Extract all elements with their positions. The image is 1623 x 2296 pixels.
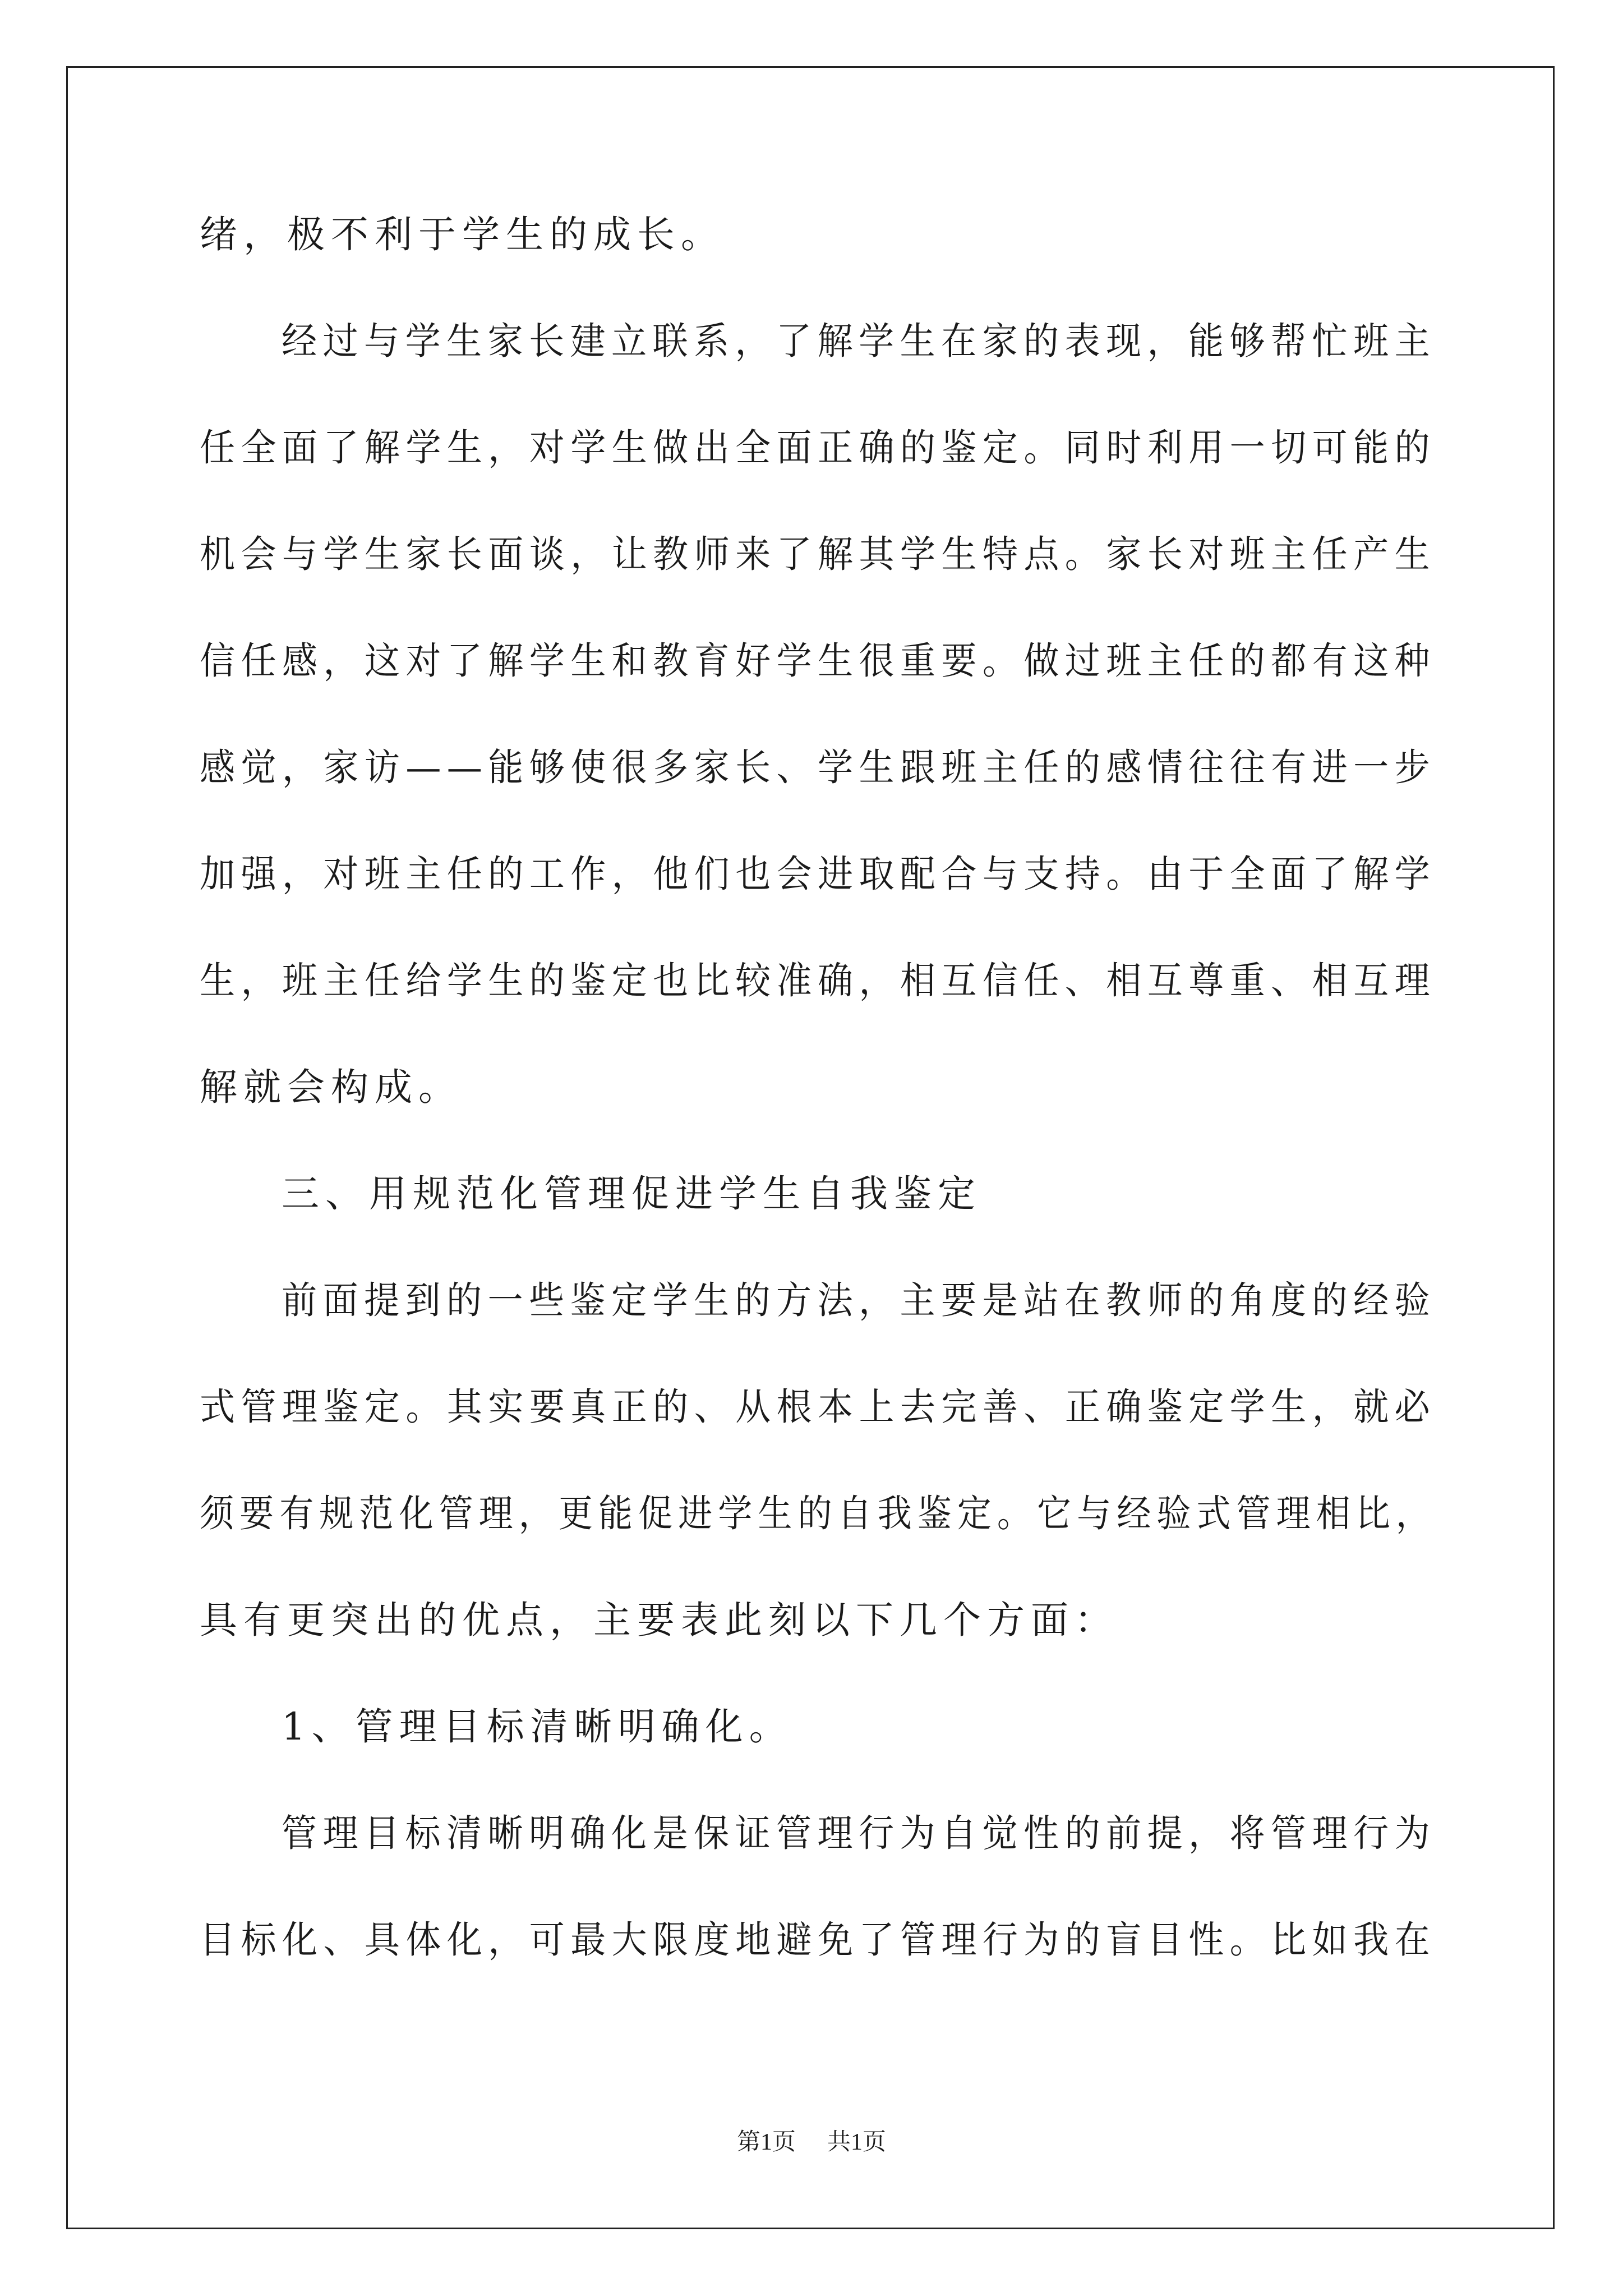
page-total: 共1页 [827,2129,887,2155]
text-line: 绪，极不利于学生的成长。 [200,213,725,256]
text-line: 解就会构成。 [200,1065,462,1109]
text-line: 目标化、具体化，可最大限度地避免了管理行为的盲目性。比如我在 [200,1918,1436,1962]
section-heading: 三、用规范化管理促进学生自我鉴定 [282,1172,981,1216]
page-number: 第1页 [736,2129,796,2155]
text-line: 须要有规范化管理，更能促进学生的自我鉴定。它与经验式管理相比， [200,1492,1436,1535]
paragraph-start-line: 经过与学生家长建立联系，了解学生在家的表现，能够帮忙班主 [282,319,1436,363]
text-line: 机会与学生家长面谈，让教师来了解其学生特点。家长对班主任产生 [200,532,1436,576]
paragraph-start-line: 管理目标清晰明确化是保证管理行为自觉性的前提，将管理行为 [282,1811,1436,1855]
page-border [66,66,1555,2229]
numbered-item: 1、管理目标清晰明确化。 [282,1705,793,1749]
text-line: 信任感，这对了解学生和教育好学生很重要。做过班主任的都有这种 [200,639,1436,683]
text-line: 加强，对班主任的工作，他们也会进取配合与支持。由于全面了解学 [200,852,1436,896]
paragraph-start-line: 前面提到的一些鉴定学生的方法，主要是站在教师的角度的经验 [282,1278,1436,1322]
text-line: 式管理鉴定。其实要真正的、从根本上去完善、正确鉴定学生，就必 [200,1385,1436,1429]
text-line: 生，班主任给学生的鉴定也比较准确，相互信任、相互尊重、相互理 [200,959,1436,1002]
text-line: 感觉，家访——能够使很多家长、学生跟班主任的感情往往有进一步 [200,746,1436,789]
text-line: 任全面了解学生，对学生做出全面正确的鉴定。同时利用一切可能的 [200,426,1436,470]
page-footer [0,2128,1623,2156]
text-line: 具有更突出的优点，主要表此刻以下几个方面： [200,1598,1118,1642]
